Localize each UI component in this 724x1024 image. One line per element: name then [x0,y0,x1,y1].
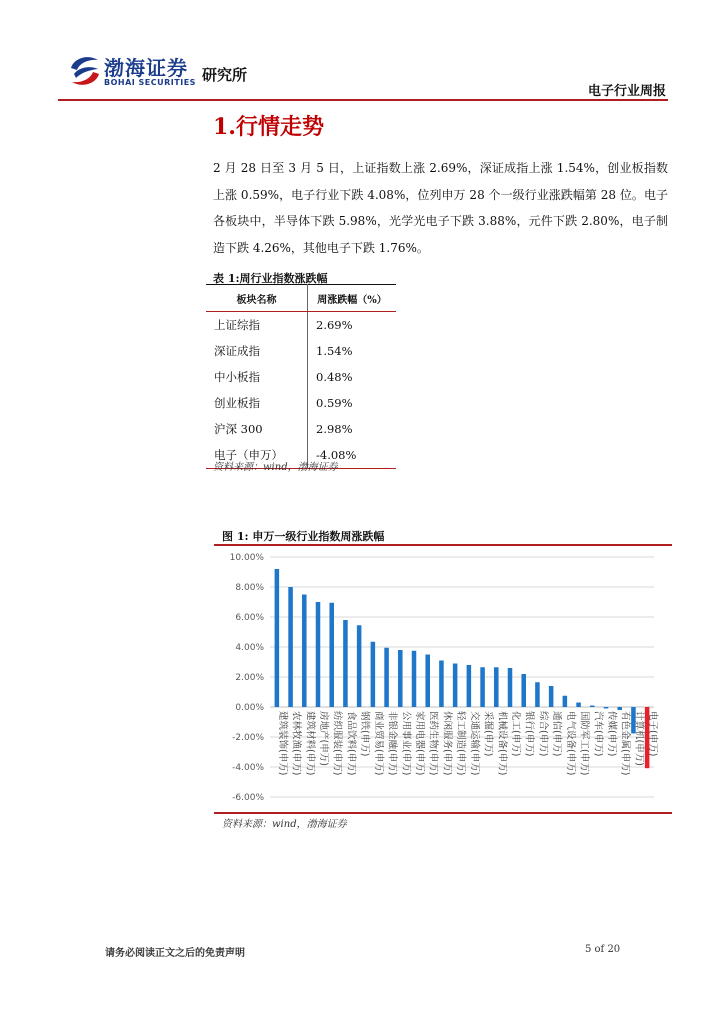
brand-name-en: BOHAI SECURITIES [104,78,196,87]
bar [494,667,499,707]
table-cell: -4.08% [308,442,397,469]
table-cell: 0.48% [316,370,353,384]
industry-change-bar-chart [214,546,672,811]
table-cell: 沪深 300 [206,416,308,442]
bar [384,648,389,707]
table-row [206,416,396,442]
x-tick-label: 家用电器(申万) [414,711,425,776]
y-tick-label: -6.00% [232,793,264,803]
report-type-label: 电子行业周报 [587,84,666,99]
table-title: 表 1:周行业指数涨跌幅 [213,272,328,285]
x-tick-label: 计算机(申万) [633,711,645,766]
y-tick-label: -4.00% [232,763,264,773]
table-row [206,364,396,390]
table-row [206,390,396,416]
figure-title: 图 1: 申万一级行业指数周涨跌幅 [222,530,385,543]
body-paragraph: 2 月 28 日至 3 月 5 日，上证指数上涨 2.69%，深证成指上涨 1.54%，创业板指数上涨 0.59%，电子行业下跌 4.08%，位列申万 28 个一级行业涨跌幅第 28 位。电子各板块中，半导体下跌 5.98%，光学光电子下跌 3.88%，元件下跌 2.80%，电子制造下跌 4.26%，其他电子下跌 1.76%。 [213,161,668,255]
figure-bottom-rule [214,812,672,814]
column-header: 周涨跌幅（%） [308,285,397,312]
y-tick-label: 2.00% [235,673,264,683]
bar [453,664,458,708]
y-tick-label: -2.00% [232,733,264,743]
x-tick-label: 食品饮料(申万) [345,711,357,776]
column-header: 板块名称 [206,285,308,312]
bar [275,569,280,707]
x-tick-label: 有色金属(申万) [619,711,631,776]
bar [412,651,417,707]
table-row [206,338,396,364]
x-tick-label: 非银金融(申万) [386,711,398,776]
x-tick-label: 钢铁(申万) [359,711,371,757]
x-tick-label: 轻工制造(申万) [455,711,467,776]
bar [398,650,403,707]
x-tick-label: 商业贸易(申万) [372,711,384,776]
bar [288,587,293,707]
bar [590,706,595,708]
x-tick-label: 电子(申万) [647,711,659,757]
y-tick-label: 10.00% [229,553,264,563]
x-tick-label: 银行(申万) [523,711,535,757]
bar [357,625,362,707]
x-tick-label: 公用事业(申万) [400,711,412,776]
bar [329,603,334,707]
brand-name-cn: 渤海证券 [104,56,188,80]
table-cell: 中小板指 [206,364,308,390]
department-label: 研究所 [202,66,248,84]
x-tick-label: 建筑材料(申万) [304,711,316,776]
bar [508,668,513,707]
table-row [206,312,396,339]
figure-source-note: 资料来源：wind，渤海证券 [222,819,347,830]
bar [549,686,554,707]
x-tick-label: 电气设备(申万) [564,711,576,776]
index-change-table [206,284,396,469]
bar [480,667,485,707]
x-tick-label: 机械设备(申万) [496,711,508,776]
table-cell: 上证综指 [206,312,308,339]
x-tick-label: 综合(申万) [537,711,549,757]
bar [617,707,622,710]
table-header-row [206,285,396,312]
header-divider [58,99,668,101]
bar [604,707,609,709]
page-number: 5 of 20 [585,944,621,955]
x-tick-label: 纺织服装(申万) [331,711,343,776]
bar [467,665,472,707]
x-tick-label: 交通运输(申万) [468,711,480,776]
table-cell: 创业板指 [206,390,308,416]
bar [535,682,540,707]
table-cell: 1.54% [316,344,353,358]
bar [425,655,430,708]
x-tick-label: 医药生物(申万) [427,711,439,776]
y-tick-label: 8.00% [235,583,264,593]
x-tick-label: 建筑装饰(申万) [276,711,288,776]
table-cell: 深证成指 [206,338,308,364]
bar [316,602,321,707]
x-tick-label: 农林牧渔(申万) [290,711,302,776]
x-tick-label: 休闲服务(申万) [441,711,453,776]
footer-disclaimer: 请务必阅读正文之后的免责声明 [105,948,245,959]
x-tick-label: 汽车(申万) [592,711,604,757]
x-tick-label: 国防军工(申万) [578,711,590,776]
bohai-logo-icon [68,54,102,88]
table-cell: 电子（申万） [206,442,308,469]
table-cell: 2.69% [316,318,353,332]
y-tick-label: 0.00% [235,703,264,713]
table-cell: 0.59% [316,396,353,410]
y-tick-label: 4.00% [235,643,264,653]
y-tick-label: 6.00% [235,613,264,623]
section-title: 1.行情走势 [213,114,324,140]
x-tick-label: 房地产(申万) [318,711,329,766]
bar [371,642,376,707]
bar [302,595,307,708]
x-tick-label: 通信(申万) [551,711,563,757]
table-source-note: 资料来源：wind，渤海证券 [213,462,338,473]
bar [439,661,444,708]
bar [343,620,348,707]
bar [521,674,526,707]
bar [563,696,568,707]
bar [576,703,581,708]
x-tick-label: 采掘(申万) [482,711,494,757]
x-tick-label: 化工(申万) [510,711,521,757]
x-tick-label: 传媒(申万) [606,711,617,757]
table-cell: 2.98% [316,422,353,436]
